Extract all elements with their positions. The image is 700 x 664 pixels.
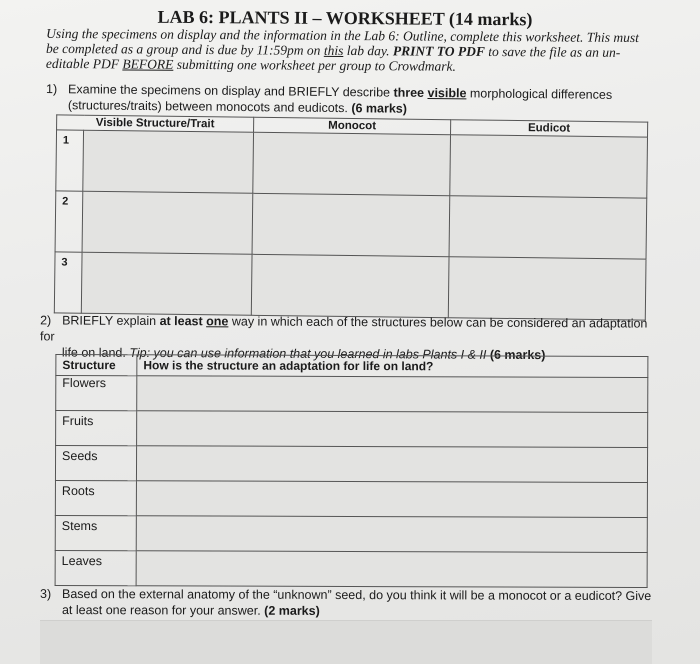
- instructions-text-3: to save the file as an un-editable PDF: [45, 43, 621, 72]
- question-1-text: Examine the specimens on display and BRIEFLY describe: [68, 82, 394, 100]
- table-row: [56, 410, 648, 447]
- table-row: [56, 375, 648, 412]
- page-title: LAB 6: PLANTS II – WORKSHEET (14 marks): [157, 6, 533, 30]
- question-2-one: one: [206, 314, 229, 329]
- structure-label: Fruits: [56, 410, 137, 445]
- question-3: [40, 586, 652, 620]
- row-number: 1: [56, 130, 84, 191]
- adaptation-answer-field[interactable]: [137, 411, 648, 448]
- adaptation-answer-field[interactable]: [137, 376, 648, 413]
- question-2-text-2: way in which each of the structures below can be considered an adaptation for: [39, 314, 648, 344]
- table-row: [55, 191, 647, 259]
- instructions-text-2: lab day.: [343, 42, 393, 59]
- question-1-text-2: morphological differences: [466, 86, 613, 102]
- structure-answer-field[interactable]: [81, 252, 252, 315]
- instructions-text-4: submitting one worksheet per group to Crowdmark.: [173, 56, 456, 74]
- structure-label: Roots: [55, 480, 136, 515]
- eudicot-answer-field[interactable]: [450, 135, 648, 198]
- table-row: [55, 515, 647, 552]
- instructions-text: Using the specimens on display and the information in the Lab 6: Outline, complete this worksheet. This must be completed as a group and is due by 11:59pm on: [45, 25, 639, 58]
- question-2-marks: (6 marks): [486, 347, 546, 363]
- adaptations-table: [55, 354, 649, 588]
- structure-label: Seeds: [55, 445, 136, 480]
- table-row: [55, 480, 647, 517]
- question-3-number: 3): [40, 586, 52, 601]
- question-2-line-2: life on land.: [61, 345, 130, 360]
- instructions-print-to-pdf: PRINT TO PDF: [392, 43, 485, 59]
- structure-label: Flowers: [56, 375, 137, 410]
- question-3-answer-field[interactable]: [40, 620, 652, 664]
- structure-answer-field[interactable]: [83, 130, 254, 193]
- table-row: [54, 252, 646, 320]
- adaptation-answer-field[interactable]: [136, 516, 647, 553]
- question-3-text: Based on the external anatomy of the “unknown” seed, do you think it will be a monocot or a eudicot? Give: [62, 587, 652, 604]
- adaptation-answer-field[interactable]: [136, 446, 647, 483]
- eudicot-answer-field[interactable]: [449, 196, 647, 259]
- monocot-answer-field[interactable]: [251, 254, 449, 317]
- question-2-number: 2): [40, 313, 52, 328]
- question-1-marks: (6 marks): [351, 101, 408, 116]
- adaptation-answer-field[interactable]: [136, 551, 647, 588]
- row-number: 2: [55, 191, 83, 252]
- instructions-this: this: [323, 42, 344, 58]
- question-1-number: 1): [46, 81, 58, 97]
- column-visible-structure: Visible Structure/Trait: [57, 115, 254, 132]
- row-number: 3: [54, 252, 82, 313]
- table-row: [55, 550, 647, 587]
- question-3-line-2: at least one reason for your answer.: [61, 603, 265, 618]
- table-row: [55, 445, 647, 482]
- instructions: [46, 26, 646, 75]
- structure-label: Stems: [55, 515, 136, 550]
- adaptations-header-row: [56, 354, 648, 377]
- eudicot-answer-field[interactable]: [448, 257, 646, 320]
- column-monocot: Monocot: [254, 117, 451, 134]
- question-1-line-2: (structures/traits) between monocots and eudicots.: [67, 98, 352, 116]
- question-1-visible: visible: [427, 85, 467, 101]
- question-2-bold: at least: [159, 314, 207, 329]
- question-3-marks: (2 marks): [264, 603, 320, 618]
- differences-table: [54, 114, 648, 320]
- structure-answer-field[interactable]: [82, 191, 253, 254]
- column-eudicot: Eudicot: [451, 120, 648, 137]
- question-2-tip: Tip: you can use information that you learned in labs Plants I & II: [129, 345, 487, 362]
- table-row: [56, 130, 648, 198]
- question-1-bold: three: [393, 85, 428, 100]
- column-adaptation: How is the structure an adaptation for life on land?: [137, 355, 648, 378]
- adaptation-answer-field[interactable]: [136, 481, 647, 518]
- monocot-answer-field[interactable]: [253, 132, 451, 195]
- question-2-text: BRIEFLY explain: [62, 313, 160, 329]
- question-1: [46, 81, 626, 119]
- instructions-before: BEFORE: [122, 56, 174, 72]
- structure-label: Leaves: [55, 550, 136, 585]
- monocot-answer-field[interactable]: [252, 193, 450, 256]
- column-structure: Structure: [56, 354, 137, 375]
